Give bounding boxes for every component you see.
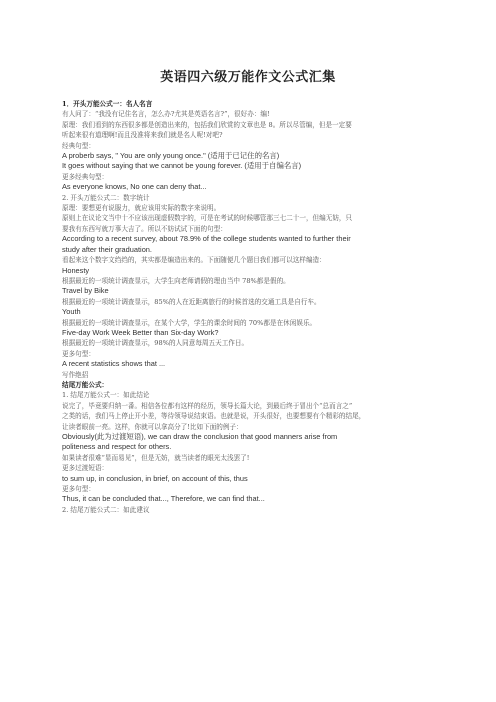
text-line: According to a recent survey, about 78.9% of the college students wanted to further their — [62, 234, 351, 244]
text-line: 让读者眼前一亮。这样，你就可以拿高分了!比如下面的例子： — [62, 422, 243, 431]
text-line: 之类的话，我们马上停止开小差，等待领导说结束语。也就是说，开头很好，也要想要有个精彩的结尾， — [62, 412, 366, 421]
text-line: Travel by Bike — [62, 286, 109, 296]
text-line: 更多经典句型： — [62, 172, 109, 181]
text-line: A proberb says, " You are only young once." (适用于已记住的名言) — [62, 151, 280, 161]
text-line: 根据最近的一项统计调查显示，85%的人在近距离旅行的时候首选的交通工具是自行车。 — [62, 297, 321, 306]
text-line: Youth — [62, 307, 81, 317]
text-line: As everyone knows, No one can deny that... — [62, 182, 207, 192]
document-body — [62, 99, 436, 515]
text-line: 根据最近的一项统计调查显示，大学生向老师请假的理由当中 78%都是假的。 — [62, 276, 290, 285]
text-line: Obviously(此为过渡短语), we can draw the conclusion that good manners arise from — [62, 432, 338, 441]
text-line: politeness and respect for others. — [62, 442, 172, 452]
text-line: 1. 结尾万能公式一：如此结论 — [62, 391, 150, 400]
text-line: 如果读者很难“显而易见”，但是无妨，就当读者的眼光太浅罢了! — [62, 453, 250, 462]
text-line: 2. 开头万能公式二：数字统计 — [62, 193, 150, 202]
text-line: to sum up, in conclusion, in brief, on account of this, thus — [62, 473, 248, 483]
text-line: 原则上在议论文当中十不应该出现虚假数字的，可是在考试的时候哪管那三七二十一，但编无妨，只 — [62, 214, 353, 223]
text-line: Thus, it can be concluded that..., Therefore, we can find that... — [62, 494, 265, 504]
text-line: 说完了，毕竟要归纳一番。相信各位都有这样的经历，领导长篇大论，到最后终于冒出个“总而言之” — [62, 401, 353, 410]
text-line: 更多句型： — [62, 485, 95, 494]
text-line: 更多过渡短语： — [62, 464, 109, 473]
text-line: Honesty — [62, 265, 90, 275]
text-line: 听起来很有道理啊!而且没准将来我们就是名人呢!对吧? — [62, 131, 223, 140]
text-line: A recent statistics shows that ... — [62, 359, 166, 369]
text-line: 有人问了：“我没有记住名言，怎么办?尤其是英语名言?”，很好办：编! — [62, 110, 270, 119]
text-line: 更多句型： — [62, 349, 95, 358]
text-line: It goes without saying that we cannot be young forever. (适用于自编名言) — [62, 161, 302, 171]
text-line: 原理：我们看到的东西很多都是创造出来的，包括我们欣赏的文章也是 8。所以尽管编，但是一定要 — [62, 120, 352, 129]
document-title: 英语四六级万能作文公式汇集 — [160, 70, 336, 85]
text-line: 经典句型： — [62, 141, 95, 150]
text-line: 2. 结尾万能公式二：如此建议 — [62, 505, 150, 514]
text-line: 原理：要想更有说服力，就应该用实际的数字来说明。 — [62, 204, 221, 213]
text-line: 根据最近的一项统计调查显示，98%的人同意每周五天工作日。 — [62, 339, 249, 348]
text-line: 结尾万能公式： — [62, 380, 109, 389]
text-line: study after their graduation. — [62, 244, 152, 254]
text-line: 1．开头万能公式一：名人名言 — [62, 100, 153, 108]
text-line: 要我有东西写就万事大吉了。所以不妨试试下面的句型： — [62, 224, 227, 233]
text-line: 看起来这个数字文绉绉的，其实都是编造出来的。下面随便几个题目我们都可以这样编造： — [62, 256, 326, 265]
text-line: 写作绝招 — [62, 370, 89, 379]
text-line: Five-day Work Week Better than Six-day Work? — [62, 327, 219, 337]
text-line: 根据最近的一项统计调查显示，在某个大学，学生的课余时间的 70%都是在休闲娱乐。 — [62, 318, 317, 327]
